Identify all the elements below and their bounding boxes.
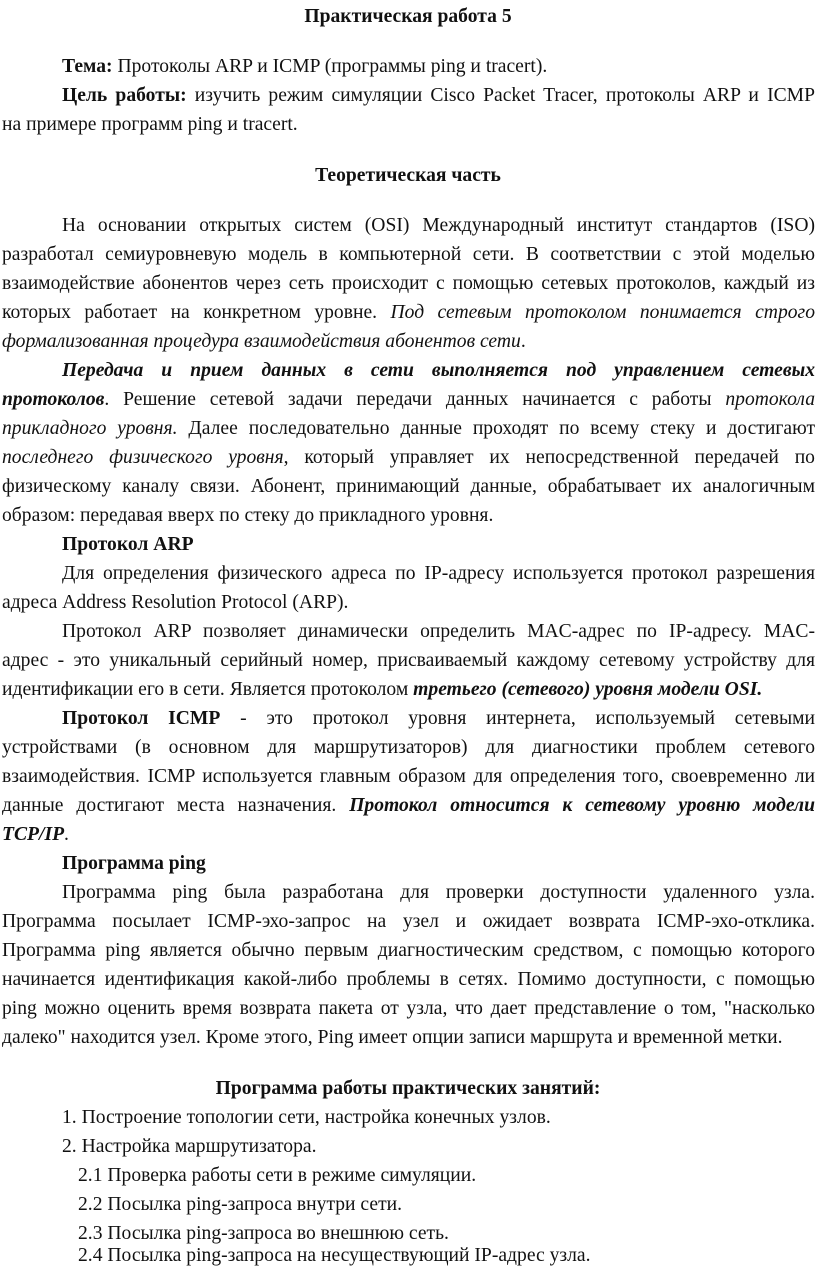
p2-line-4: последнего физического уровня, который управляет их непосредственной передачей по — [2, 447, 815, 468]
goal-line-2: на примере программ ping и tracert. — [2, 114, 298, 135]
ping-line-3: Программа ping является обычно первым диагностическим средством, с помощью которого — [2, 940, 815, 961]
program-heading: Программа работы практических занятий: — [215, 1078, 601, 1099]
icmp-line-5: TCP/IP. — [2, 824, 69, 845]
program-subitem-2-3: 2.3 Посылка ping-запроса во внешнюю сеть. — [78, 1223, 449, 1244]
ping-line-5: ping можно оценить время возврата пакета от узла, что дает представление о том, "насколько — [2, 998, 815, 1019]
p2-line-2: протоколов. Решение сетевой задачи передачи данных начинается с работы протокола — [2, 389, 815, 410]
arp2-line-2: адрес - это уникальный серийный номер, присваиваемый каждому сетевому устройству для — [2, 650, 815, 671]
icmp-line-1: Протокол ICMP - это протокол уровня интернета, используемый сетевыми — [62, 708, 815, 729]
icmp-line-4: данные достигают места назначения. Протокол относится к сетевому уровню модели — [2, 795, 815, 816]
p1-line-3: взаимодействие абонентов через сеть происходит с помощью сетевых протоколов, каждый из — [2, 273, 815, 294]
ping-line-1: Программа ping была разработана для проверки доступности удаленного узла. — [62, 882, 815, 903]
p2-line-5: физическому каналу связи. Абонент, принимающий данные, обрабатывает их аналогичным — [2, 476, 815, 497]
icmp-line-3: взаимодействия. ICMP используется главным образом для определения того, своевременно ли — [2, 766, 815, 787]
p2-line-3: прикладного уровня. Далее последовательно данные проходят по всему стеку и достигают — [2, 418, 816, 439]
program-subitem-2-1: 2.1 Проверка работы сети в режиме симуляции. — [78, 1165, 477, 1186]
arp2-line-1: Протокол ARP позволяет динамически определить MAC-адрес по IP-адресу. MAC- — [62, 621, 815, 642]
topic-line: Тема: Протоколы ARP и ICMP (программы ping и tracert). — [62, 56, 548, 77]
p1-line-5: формализованная процедура взаимодействия абонентов сети. — [2, 331, 526, 352]
ping-heading: Программа ping — [62, 853, 206, 874]
p1-line-2: разработал семиуровневую модель в компьютерной сети. В соответствии с этой моделью — [2, 244, 815, 265]
ping-line-6: далеко" находится узел. Кроме этого, Ping имеет опции записи маршрута и временной метки. — [2, 1027, 783, 1048]
program-item-1: 1. Построение топологии сети, настройка конечных узлов. — [62, 1107, 551, 1128]
icmp-line-2: устройствами (в основном для маршрутизаторов) для диагностики проблем сетевого — [2, 737, 815, 758]
ping-line-2: Программа посылает ICMP-эхо-запрос на узел и ожидает возврата ICMP-эхо-отклика. — [2, 911, 815, 932]
program-item-2: 2. Настройка маршрутизатора. — [62, 1136, 317, 1157]
page-title: Практическая работа 5 — [304, 6, 512, 27]
ping-line-4: начинается идентификация какой-либо проблемы в сетях. Помимо доступности, с помощью — [2, 969, 815, 990]
p1-line-4: которых работает на конкретном уровне. Под сетевым протоколом понимается строго — [2, 302, 815, 323]
arp2-line-3: идентификации его в сети. Является протоколом третьего (сетевого) уровня модели OSI. — [2, 679, 763, 700]
goal-line-1: Цель работы: изучить режим симуляции Cisco Packet Tracer, протоколы ARP и ICMP — [62, 85, 815, 106]
p2-line-1: Передача и прием данных в сети выполняется под управлением сетевых — [62, 360, 815, 381]
arp1-line-1: Для определения физического адреса по IP-адресу используется протокол разрешения — [62, 563, 815, 584]
arp1-line-2: адреса Address Resolution Protocol (ARP). — [2, 592, 349, 613]
p2-line-6: образом: передавая вверх по стеку до прикладного уровня. — [2, 505, 494, 526]
arp-heading: Протокол ARP — [62, 534, 194, 555]
program-subitem-2-2: 2.2 Посылка ping-запроса внутри сети. — [78, 1194, 403, 1215]
p1-line-1: На основании открытых систем (OSI) Международный институт стандартов (ISO) — [62, 215, 815, 236]
program-subitem-2-4: 2.4 Посылка ping-запроса на несуществующий IP-адрес узла. — [78, 1245, 591, 1266]
theory-heading: Теоретическая часть — [315, 165, 501, 186]
